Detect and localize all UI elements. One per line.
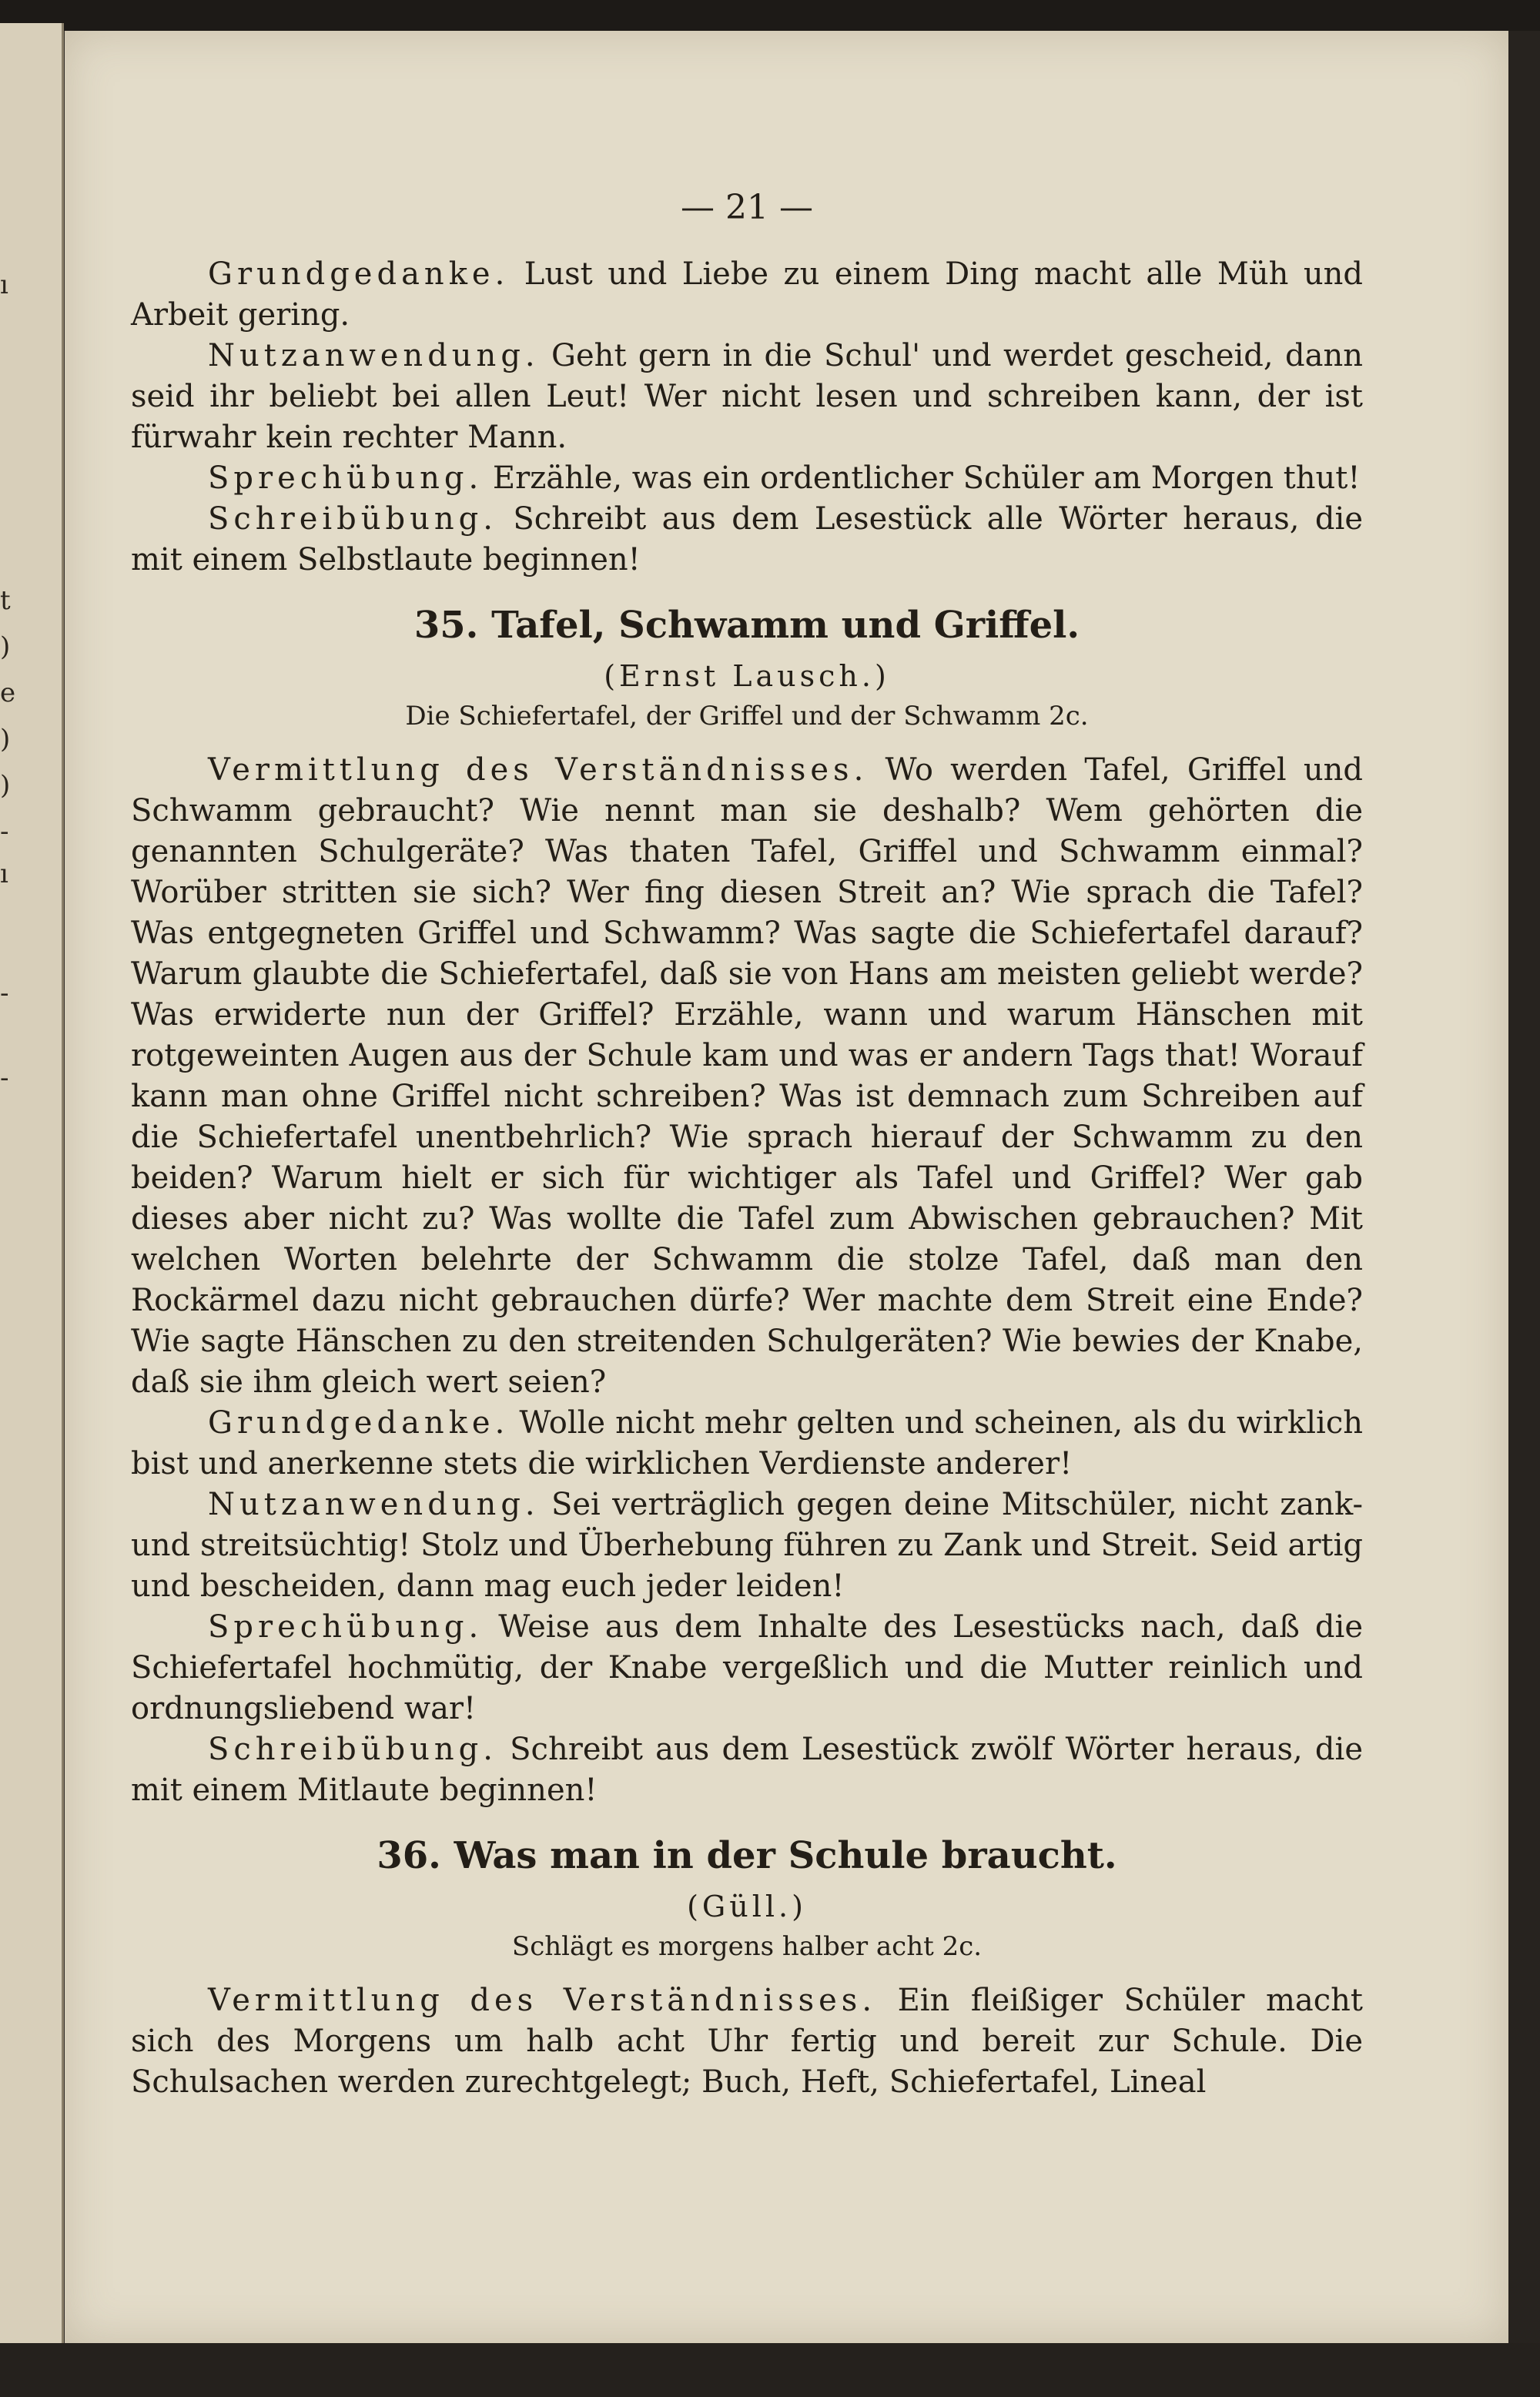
paragraph: [131, 750, 1363, 1403]
paragraph: [131, 1403, 1363, 1485]
paragraph-text: Geht gern in die Schul' und werdet gescheid, dann seid ihr beliebt bei allen Leut! Wer nicht lesen und schreiben kann, der ist fürwahr kein rechter Mann.: [131, 338, 1363, 455]
section-subtitle: Die Schiefertafel, der Griffel und der Schwamm 2c.: [405, 701, 1089, 731]
paragraph-text: Weise aus dem Inhalte des Lesestücks nach, daß die Schiefertafel hochmütig, der Knabe vergeßlich und die Mutter reinlich und ordnungsliebend war!: [131, 1609, 1363, 1726]
section-36-body: [131, 1980, 1363, 2103]
paragraph-text: Wolle nicht mehr gelten und scheinen, als du wirklich bist und anerkenne stets die wirklichen Verdienste anderer!: [131, 1405, 1363, 1481]
paragraph-label: Sprechübung.: [208, 1609, 484, 1645]
section-35-body: [131, 750, 1363, 1811]
book-page: [65, 31, 1508, 2343]
paragraph: [131, 1485, 1363, 1607]
paragraph: [131, 254, 1363, 336]
margin-fragment: ı: [0, 859, 8, 889]
margin-fragment: ): [0, 631, 11, 662]
paragraph-label: Schreibübung.: [208, 1732, 497, 1767]
author-name: (Ernst Lausch.): [604, 659, 890, 693]
paragraph-label: Vermittlung des Verständnisses.: [208, 752, 869, 788]
margin-fragment: e: [0, 678, 16, 708]
paragraph: [131, 1980, 1363, 2103]
paragraph-text: Erzähle, was ein ordentlicher Schüler am Morgen thut!: [483, 460, 1361, 496]
margin-fragment: -: [0, 816, 9, 847]
paragraph-text: Ein fleißiger Schüler macht sich des Morgens um halb acht Uhr fertig und bereit zur Schule. Die Schulsachen werden zurechtgelegt; Buch, Heft, Schiefertafel, Lineal: [131, 1983, 1363, 2100]
page-number: — 21 —: [681, 188, 813, 227]
margin-fragment: ı: [0, 269, 8, 300]
margin-fragment: -: [0, 978, 9, 1009]
paragraph: [131, 1729, 1363, 1811]
margin-fragment: ): [0, 770, 11, 801]
paragraph-text: Schreibt aus dem Lesestück zwölf Wörter heraus, die mit einem Mitlaute beginnen!: [131, 1732, 1363, 1808]
book-bottom-edge: [0, 2343, 1540, 2397]
section-heading: 35. Tafel, Schwamm und Griffel.: [413, 604, 1080, 647]
paragraph-label: Grundgedanke.: [208, 1405, 510, 1441]
paragraph: [131, 336, 1363, 458]
paragraph-label: Vermittlung des Verständnisses.: [208, 1983, 877, 2018]
paragraph-label: Nutzanwendung.: [208, 1487, 540, 1522]
section-author: [131, 656, 1363, 696]
section-heading: 36. Was man in der Schule braucht.: [377, 1834, 1117, 1877]
margin-fragment: ): [0, 724, 11, 755]
paragraph-label: Schreibübung.: [208, 501, 497, 537]
intro-block: [131, 254, 1363, 581]
paragraph-label: Sprechübung.: [208, 460, 484, 496]
facing-page-edge: [0, 23, 64, 2348]
margin-fragment: t: [0, 585, 11, 616]
paragraph-text: Wo werden Tafel, Griffel und Schwamm gebraucht? Wie nennt man sie deshalb? Wem gehörten die genannten Schulgeräte? Was thaten Tafel, Griffel und Schwamm einmal? Worüber stritten sie sich? Wer fing diesen Streit an? Wie sprach die Tafel? Was entgegneten Griffel und Schwamm? Was sagte die Schiefertafel darauf? Warum glaubte die Schiefertafel, daß sie von Hans am meisten geliebt werde? Was erwiderte nun der Griffel? Erzähle, wann und warum Hänschen mit rotgeweinten Augen aus der Schule kam und was er andern Tags that! Worauf kann man ohne Griffel nicht schreiben? Was ist demnach zum Schreiben auf die Schiefertafel unentbehrlich? Wie sprach hierauf der Schwamm zu den beiden? Warum hielt er sich für wichtiger als Tafel und Griffel? Wer gab dieses aber nicht zu? Was wollte die Tafel zum Abwischen gebrauchen? Mit welchen Worten belehrte der Schwamm die stolze Tafel, daß man den Rockärmel dazu nicht gebrauchen dürfe? Wer machte dem Streit eine Ende? Wie sagte Hänschen zu den streitenden Schulgeräten? Wie bewies der Knabe, daß sie ihm gleich wert seien?: [131, 752, 1363, 1400]
author-name: (Güll.): [687, 1890, 807, 1923]
paragraph-text: Schreibt aus dem Lesestück alle Wörter heraus, die mit einem Selbstlaute beginnen!: [131, 501, 1363, 577]
page-text: [131, 185, 1363, 2103]
section-subtitle: Schlägt es morgens halber acht 2c.: [511, 1931, 983, 1962]
book-spine-edge: [1508, 31, 1540, 2348]
paragraph-label: Grundgedanke.: [208, 256, 510, 292]
paragraph: [131, 1607, 1363, 1729]
paragraph-label: Nutzanwendung.: [208, 338, 540, 373]
margin-fragment: -: [0, 1063, 9, 1093]
section-author: [131, 1886, 1363, 1927]
paragraph-text: Lust und Liebe zu einem Ding macht alle Müh und Arbeit gering.: [131, 256, 1363, 333]
paragraph: [131, 499, 1363, 581]
book-top-edge: [0, 0, 1540, 31]
paragraph-text: Sei verträglich gegen deine Mitschüler, nicht zank- und streitsüchtig! Stolz und Überhebung führen zu Zank und Streit. Seid artig und bescheiden, dann mag euch jeder leiden!: [131, 1487, 1363, 1604]
paragraph: [131, 458, 1363, 499]
